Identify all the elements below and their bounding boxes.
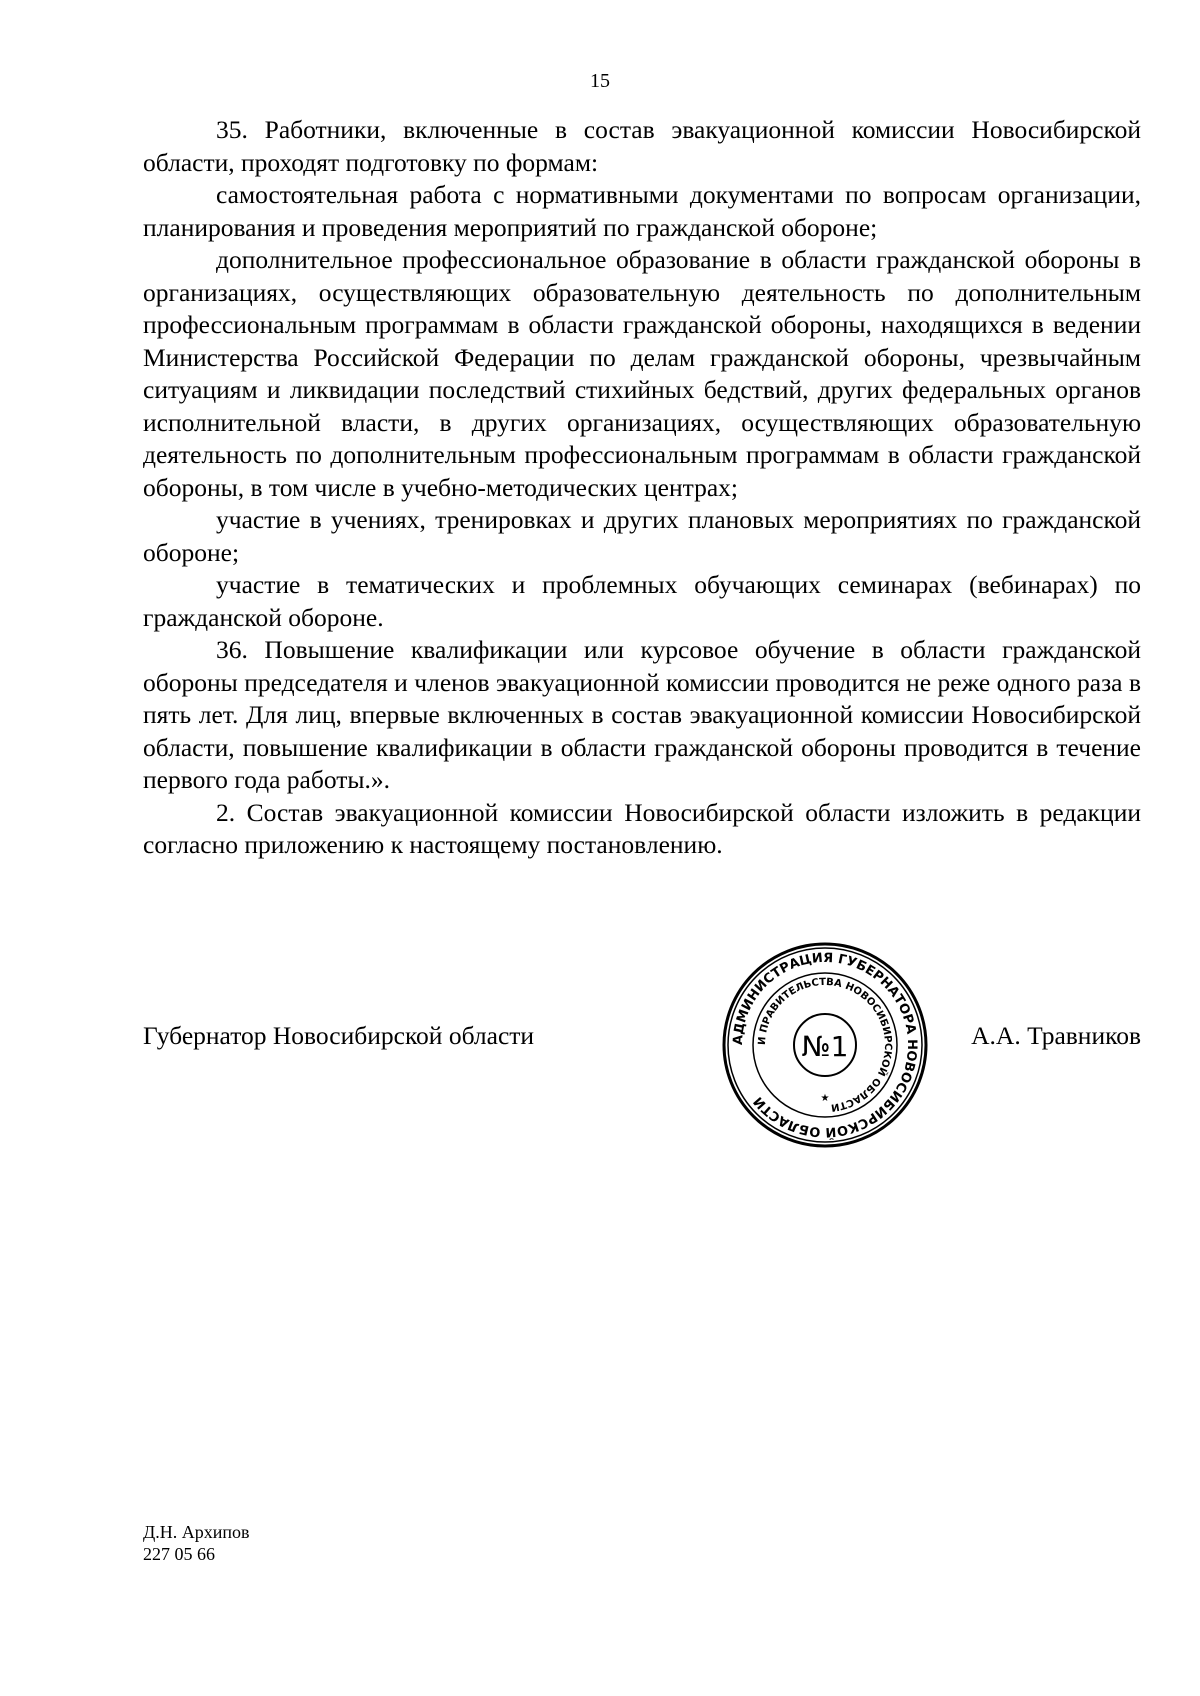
executor-phone: 227 05 66 <box>143 1544 215 1564</box>
seal-number: №1 <box>801 1030 849 1063</box>
paragraph-self-study: самостоятельная работа с нормативными документами по вопросам организации, планирования и проведения мероприятий по гражданской обороне; <box>143 180 1141 242</box>
official-seal <box>721 941 929 1149</box>
seal-inner-text: И ПРАВИТЕЛЬСТВА НОВОСИБИРСКОЙ ОБЛАСТИ <box>756 976 894 1113</box>
paragraph-36: 36. Повышение квалификации или курсовое обучение в области гражданской обороны председателя и членов эвакуационной комиссии проводится не реже одного раза в пять лет. Для лиц, впервые включенных в состав эвакуационной комиссии Новосибирской области, повышение квалификации в области гражданской обороны проводится в течение первого года работы.». <box>143 635 1141 794</box>
paragraph-exercises: участие в учениях, тренировках и других плановых мероприятиях по гражданской обороне; <box>143 505 1141 567</box>
page-number: 15 <box>590 70 610 92</box>
seal-star-icon: ★ <box>820 1093 830 1104</box>
executor-block <box>143 1521 250 1565</box>
signatory-position: Губернатор Новосибирской области <box>143 1021 535 1050</box>
signatory-name: А.А. Травников <box>971 1021 1141 1050</box>
paragraph-35: 35. Работники, включенные в состав эвакуационной комиссии Новосибирской области, проходят подготовку по формам: <box>143 115 1141 177</box>
executor-name: Д.Н. Архипов <box>143 1522 250 1542</box>
paragraph-seminars: участие в тематических и проблемных обучающих семинарах (вебинарах) по гражданской обороне. <box>143 570 1141 632</box>
paragraph-additional-education: дополнительное профессиональное образование в области гражданской обороны в организациях, осуществляющих образовательную деятельность по дополнительным профессиональным программам в области гражданской обороны, находящихся в ведении Министерства Российской Федерации по делам гражданской обороны, чрезвычайным ситуациям и ликвидации последствий стихийных бедствий, других федеральных органов исполнительной власти, в других организациях, осуществляющих образовательную деятельность по дополнительным профессиональным программам в области гражданской обороны, в том числе в учебно-методических центрах; <box>143 245 1141 502</box>
seal-outer-text: АДМИНИСТРАЦИЯ ГУБЕРНАТОРА НОВОСИБИРСКОЙ ОБЛАСТИ <box>730 950 920 1140</box>
document-body <box>143 114 1141 862</box>
paragraph-2: 2. Состав эвакуационной комиссии Новосибирской области изложить в редакции согласно приложению к настоящему постановлению. <box>143 797 1141 859</box>
